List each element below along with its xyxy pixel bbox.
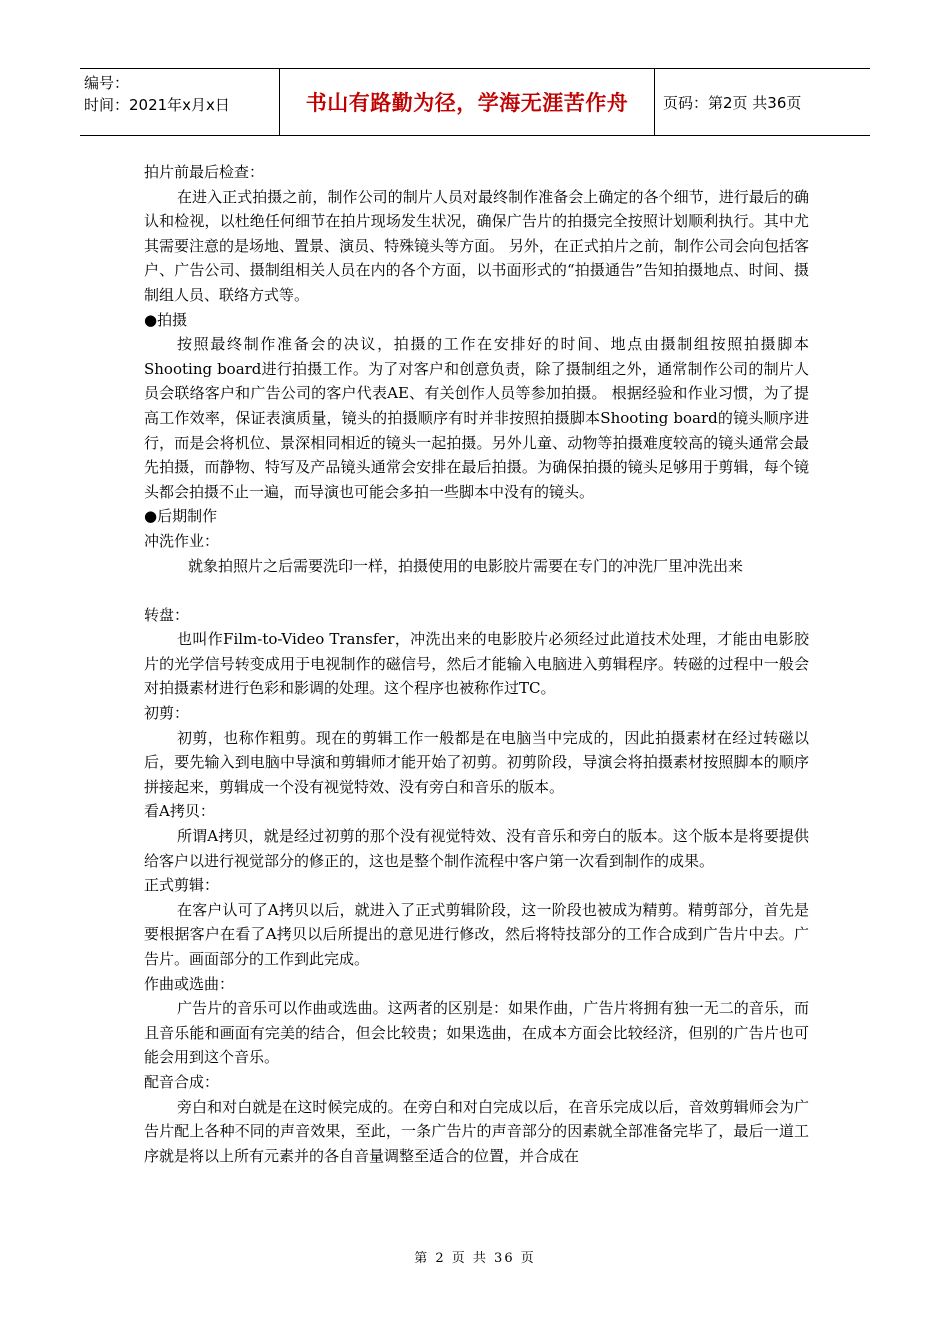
section-heading: 转盘： bbox=[144, 605, 190, 624]
header-motto-cell bbox=[280, 69, 655, 135]
header-page-info bbox=[655, 69, 870, 135]
footer-page-number: 第 2 页 共 36 页 bbox=[414, 1251, 536, 1266]
document-number-label: 编号： bbox=[84, 74, 130, 92]
section-heading: ●后期制作 bbox=[144, 507, 218, 526]
section-heading: 正式剪辑： bbox=[144, 876, 220, 895]
body-paragraph: 在进入正式拍摄之前，制作公司的制片人员对最终制作准备会上确定的各个细节，进行最后的确认和检视，以杜绝任何细节在拍片现场发生状况，确保广告片的拍摄完全按照计划顺利执行。其中尤其需要注意的是场地、置景、演员、特殊镜头等方面。 另外，在正式拍片之前，制作公司会向包括客户、广告公司、摄制组相关人员在内的各个方面，以书面形式的“拍摄通告”告知拍摄地点、时间、摄制组人员、联络方式等。 bbox=[144, 187, 809, 304]
page-header bbox=[80, 68, 870, 136]
section-heading: 配音合成： bbox=[144, 1072, 220, 1091]
body-paragraph: 也叫作Film-to-Video Transfer，冲洗出来的电影胶片必须经过此道技术处理，才能由电影胶片的光学信号转变成用于电视制作的磁信号，然后才能输入电脑进入剪辑程序。转磁的过程中一般会对拍摄素材进行色彩和影调的处理。这个程序也被称作过TC。 bbox=[144, 630, 809, 698]
body-paragraph: 在客户认可了A拷贝以后，就进入了正式剪辑阶段，这一阶段也被成为精剪。精剪部分，首先是要根据客户在看了A拷贝以后所提出的意见进行修改，然后将特技部分的工作合成到广告片中去。广告片。画面部分的工作到此完成。 bbox=[144, 900, 809, 968]
section-heading: 作曲或选曲： bbox=[144, 974, 235, 993]
document-date: 时间：2021年x月x日 bbox=[84, 96, 230, 114]
body-paragraph: 按照最终制作准备会的决议，拍摄的工作在安排好的时间、地点由摄制组按照拍摄脚本Shooting board进行拍摄工作。为了对客户和创意负责，除了摄制组之外，通常制作公司的制片人员会联络客户和广告公司的客户代表AE、有关创作人员等参加拍摄。 根据经验和作业习惯，为了提高工作效率，保证表演质量，镜头的拍摄顺序有时并非按照拍摄脚本Shooting board的镜头顺序进行，而是会将机位、景深相同相近的镜头一起拍摄。另外儿童、动物等拍摄难度较高的镜头通常会最先拍摄，而静物、特写及产品镜头通常会安排在最后拍摄。为确保拍摄的镜头足够用于剪辑，每个镜头都会拍摄不止一遍，而导演也可能会多拍一些脚本中没有的镜头。 bbox=[144, 335, 809, 501]
section-heading: 拍片前最后检查： bbox=[144, 163, 265, 181]
body-paragraph: 就象拍照片之后需要洗印一样，拍摄使用的电影胶片需要在专门的冲洗厂里冲洗出来 bbox=[188, 556, 744, 575]
document-body bbox=[144, 160, 809, 1168]
section-heading: 初剪： bbox=[144, 704, 190, 723]
header-motto: 书山有路勤为径，学海无涯苦作舟 bbox=[305, 91, 629, 115]
page-footer bbox=[0, 1247, 950, 1266]
section-heading: ●拍摄 bbox=[144, 310, 188, 329]
body-paragraph: 旁白和对白就是在这时候完成的。在旁白和对白完成以后，在音乐完成以后，音效剪辑师会为广告片配上各种不同的声音效果，至此，一条广告片的声音部分的因素就全部准备完毕了，最后一道工序就是将以上所有元素并的各自音量调整至适合的位置，并合成在 bbox=[144, 1097, 809, 1165]
header-meta bbox=[80, 69, 280, 135]
header-page-number: 页码：第2页 共36页 bbox=[663, 93, 802, 112]
blank-line bbox=[144, 578, 809, 603]
body-paragraph: 初剪，也称作粗剪。现在的剪辑工作一般都是在电脑当中完成的，因此拍摄素材在经过转磁以后，要先输入到电脑中导演和剪辑师才能开始了初剪。初剪阶段，导演会将拍摄素材按照脚本的顺序拼接起来，剪辑成一个没有视觉特效、没有旁白和音乐的版本。 bbox=[144, 728, 809, 796]
section-heading: 冲洗作业： bbox=[144, 531, 220, 550]
body-paragraph: 所谓A拷贝，就是经过初剪的那个没有视觉特效、没有音乐和旁白的版本。这个版本是将要提供给客户以进行视觉部分的修正的，这也是整个制作流程中客户第一次看到制作的成果。 bbox=[144, 827, 809, 870]
section-heading: 看A拷贝： bbox=[144, 802, 215, 821]
body-paragraph: 广告片的音乐可以作曲或选曲。这两者的区别是：如果作曲，广告片将拥有独一无二的音乐，而且音乐能和画面有完美的结合，但会比较贵；如果选曲，在成本方面会比较经济，但别的广告片也可能会用到这个音乐。 bbox=[144, 999, 809, 1067]
